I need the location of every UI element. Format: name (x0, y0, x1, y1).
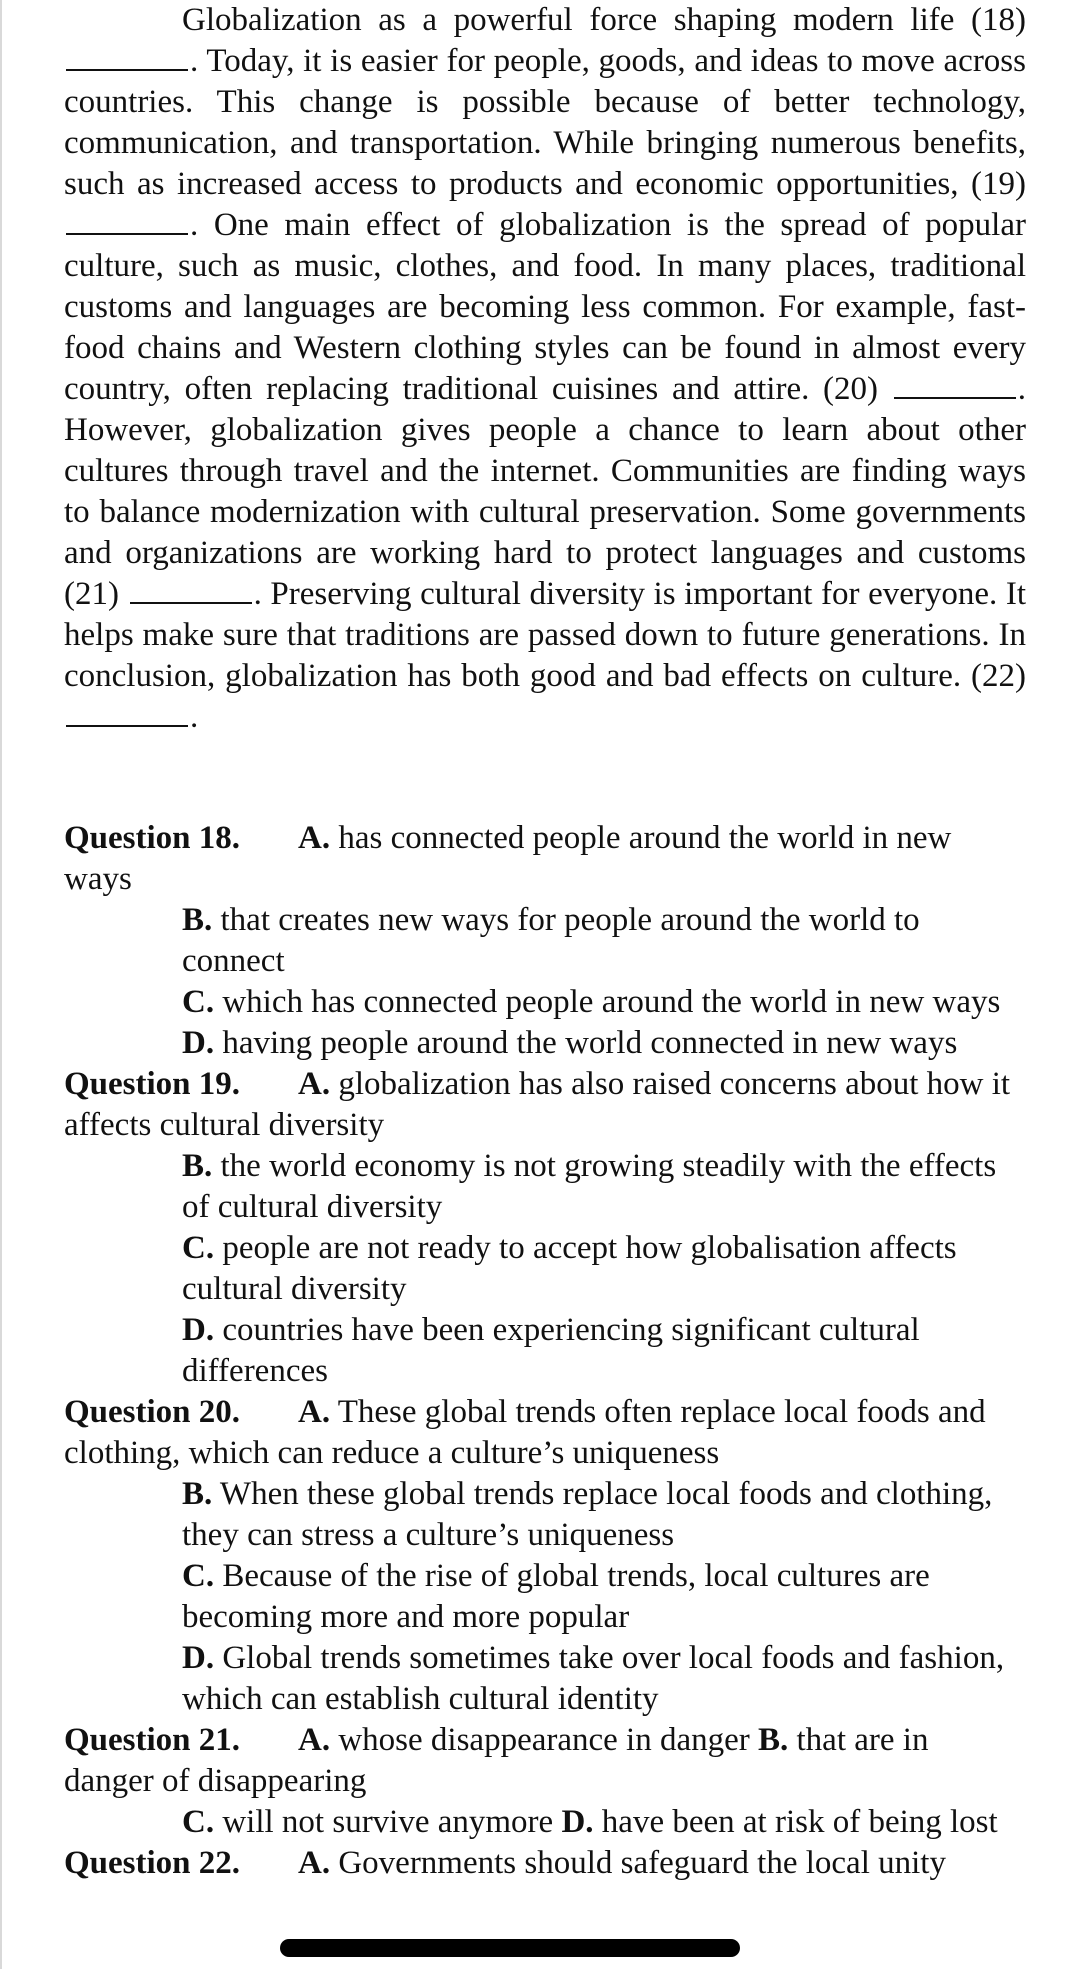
blank-21 (130, 576, 252, 604)
option-letter: D. (182, 1025, 215, 1061)
option-letter: C. (182, 1558, 215, 1594)
passage-text: . (190, 699, 199, 735)
option-letter: B. (758, 1722, 789, 1758)
option-a-text: whose disappearance in danger (338, 1722, 750, 1758)
page-edge (0, 0, 2, 1969)
question-title: Question 22. (64, 1845, 241, 1881)
blank-18 (66, 43, 188, 71)
passage-paragraph (64, 0, 1026, 738)
option-letter: D. (561, 1804, 594, 1840)
option-a-text: has connected people around the world in new ways (64, 820, 952, 897)
option-c-text: will not survive anymore (222, 1804, 554, 1840)
option-letter: B. (182, 1476, 213, 1512)
option-letter: A. (298, 1066, 331, 1102)
option-letter: D. (182, 1312, 215, 1348)
question-20 (64, 1392, 1026, 1720)
option-d-text: Global trends sometimes take over local foods and fashion, which can establish cultural identity (182, 1640, 1005, 1717)
blank-20 (894, 371, 1016, 399)
option-letter: A. (298, 1722, 331, 1758)
option-d-text: having people around the world connected in new ways (222, 1025, 958, 1061)
option-letter: A. (298, 820, 331, 856)
option-letter: C. (182, 1230, 215, 1266)
question-18 (64, 818, 1026, 1064)
question-title: Question 21. (64, 1722, 241, 1758)
question-title: Question 18. (64, 820, 241, 856)
option-d-text: countries have been experiencing significant cultural differences (182, 1312, 920, 1389)
passage-text: . Today, it is easier for people, goods, and ideas to move across countries. This change is possible because of better technology, communication, and transportation. While bringing numerous benefits, such as increased access to products and economic opportunities, (19) (64, 43, 1026, 202)
option-letter: A. (298, 1394, 331, 1430)
question-22 (64, 1843, 1026, 1884)
question-19 (64, 1064, 1026, 1392)
option-b-text: that are in danger of disappearing (64, 1722, 929, 1799)
option-a-text: Governments should safeguard the local unity (338, 1845, 946, 1881)
question-title: Question 20. (64, 1394, 241, 1430)
option-b-text: that creates new ways for people around the world to connect (182, 902, 920, 979)
passage-text: Globalization as a powerful force shaping modern life (18) (182, 2, 1026, 38)
question-list (64, 818, 1026, 1884)
reading-passage (64, 0, 1026, 738)
option-a-text: These global trends often replace local foods and clothing, which can reduce a culture’s uniqueness (64, 1394, 986, 1471)
option-letter: C. (182, 984, 215, 1020)
option-c-text: Because of the rise of global trends, local cultures are becoming more and more popular (182, 1558, 930, 1635)
option-letter: B. (182, 1148, 213, 1184)
blank-22 (66, 699, 188, 727)
option-letter: D. (182, 1640, 215, 1676)
option-a-text: globalization has also raised concerns about how it affects cultural diversity (64, 1066, 1011, 1143)
option-c-text: which has connected people around the world in new ways (222, 984, 1001, 1020)
option-d-text: have been at risk of being lost (601, 1804, 998, 1840)
question-21 (64, 1720, 1026, 1843)
option-b-text: When these global trends replace local foods and clothing, they can stress a culture’s uniqueness (182, 1476, 993, 1553)
option-c-text: people are not ready to accept how globalisation affects cultural diversity (182, 1230, 957, 1307)
option-letter: C. (182, 1804, 215, 1840)
option-letter: A. (298, 1845, 331, 1881)
option-letter: B. (182, 902, 213, 938)
passage-text: . One main effect of globalization is the spread of popular culture, such as music, clothes, and food. In many places, traditional customs and languages are becoming less common. For example, fast-food chains and Western clothing styles can be found in almost every country, often replacing traditional cuisines and attire. (20) (64, 207, 1026, 407)
blank-19 (66, 207, 188, 235)
passage-text: . However, globalization gives people a chance to learn about other cultures through travel and the internet. Communities are finding ways to balance modernization with cultural preservation. Some governments and organizations are working hard to protect languages and customs (21) (64, 371, 1026, 612)
question-title: Question 19. (64, 1066, 241, 1102)
option-b-text: the world economy is not growing steadily with the effects of cultural diversity (182, 1148, 997, 1225)
passage-text: . Preserving cultural diversity is important for everyone. It helps make sure that traditions are passed down to future generations. In conclusion, globalization has both good and bad effects on culture. (22) (64, 576, 1026, 694)
ink-scribble (280, 1939, 740, 1957)
